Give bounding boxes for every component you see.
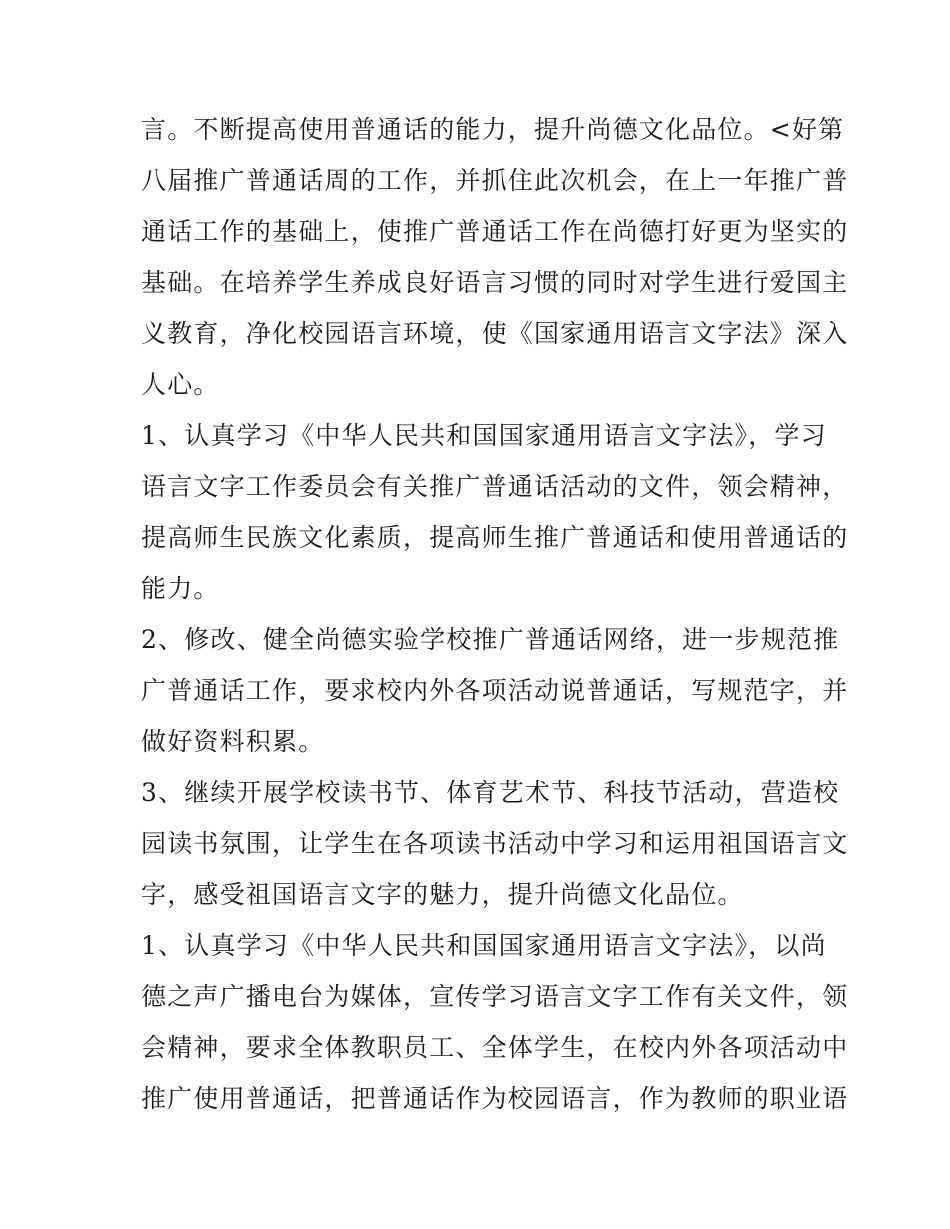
text-line: 1、认真学习《中华人民共和国国家通用语言文字法》，学习 xyxy=(141,421,827,450)
text-line: 广普通话工作，要求校内外各项活动说普通话，写规范字，并 xyxy=(141,676,849,705)
text-line: 1、认真学习《中华人民共和国国家通用语言文字法》，以尚 xyxy=(141,931,827,960)
text-line: 基础。在培养学生养成良好语言习惯的同时对学生进行爱国主 xyxy=(141,268,849,297)
text-line: 会精神，要求全体教职员工、全体学生，在校内外各项活动中 xyxy=(141,1033,849,1062)
text-line: 提高师生民族文化素质，提高师生推广普通话和使用普通话的 xyxy=(141,523,849,552)
text-line: 能力。 xyxy=(141,574,220,603)
text-line: 义教育，净化校园语言环境，使《国家通用语言文字法》深入 xyxy=(141,319,849,348)
text-line: 人心。 xyxy=(141,370,220,399)
text-line: 八届推广普通话周的工作，并抓住此次机会，在上一年推广普 xyxy=(141,166,849,195)
text-line: 德之声广播电台为媒体，宣传学习语言文字工作有关文件，领 xyxy=(141,982,849,1011)
text-line: 言。不断提高使用普通话的能力，提升尚德文化品位。<好第 xyxy=(141,115,845,144)
text-line: 3、继续开展学校读书节、体育艺术节、科技节活动，营造校 xyxy=(141,778,840,807)
text-line: 通话工作的基础上，使推广普通话工作在尚德打好更为坚实的 xyxy=(141,217,849,246)
text-line: 2、修改、健全尚德实验学校推广普通话网络，进一步规范推 xyxy=(141,625,840,654)
text-line: 推广使用普通话，把普通话作为校园语言，作为教师的职业语 xyxy=(141,1084,849,1113)
text-line: 字，感受祖国语言文字的魅力，提升尚德文化品位。 xyxy=(141,880,744,909)
text-line: 园读书氛围，让学生在各项读书活动中学习和运用祖国语言文 xyxy=(141,829,849,858)
text-line: 做好资料积累。 xyxy=(141,727,325,756)
text-line: 语言文字工作委员会有关推广普通话活动的文件，领会精神， xyxy=(141,472,849,501)
